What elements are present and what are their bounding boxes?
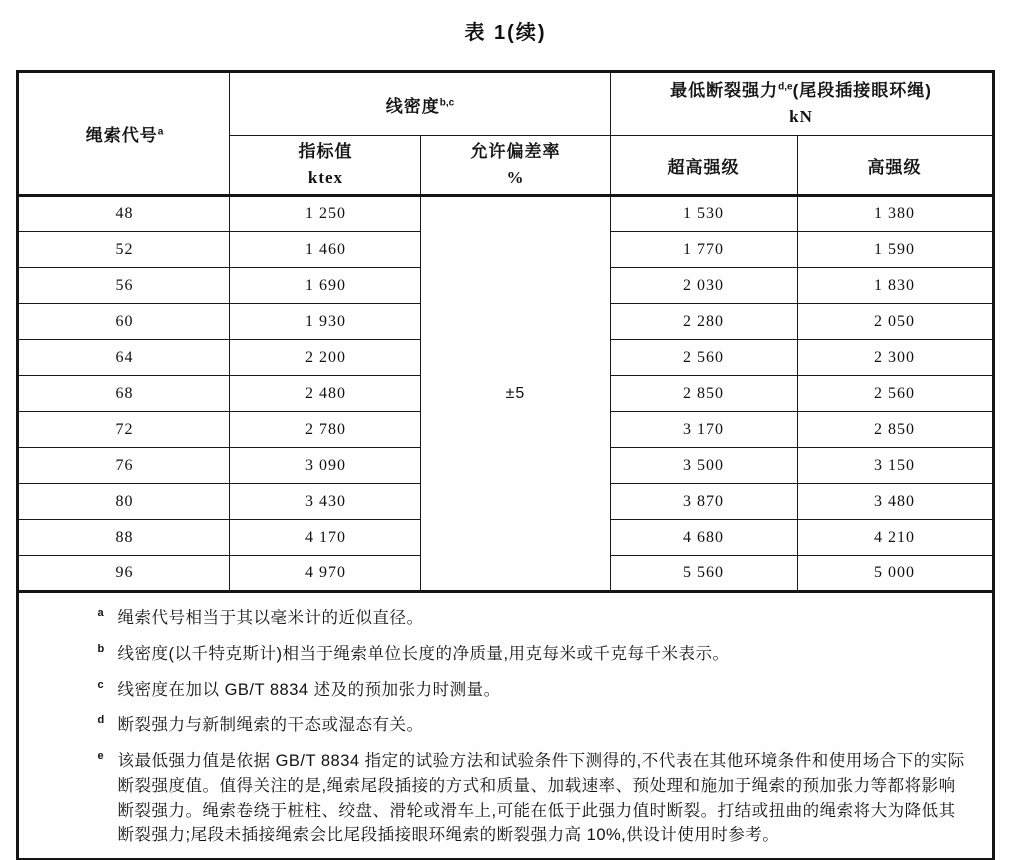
cell-ultra-high: 3 170 [610, 412, 797, 448]
cell-rope-code: 68 [18, 376, 230, 412]
cell-rope-code: 48 [18, 196, 230, 232]
footnotes-cell [18, 592, 993, 860]
footnotes-row [18, 592, 993, 860]
header-breaking-strength-label: 最低断裂强力 [670, 80, 779, 100]
header-breaking-strength-unit: kN [789, 107, 813, 126]
cell-ultra-high: 5 560 [610, 556, 797, 592]
cell-high: 1 830 [797, 268, 993, 304]
rope-spec-table [16, 70, 994, 860]
header-breaking-strength-suffix: (尾段插接眼环绳) [792, 80, 932, 100]
cell-rope-code: 88 [18, 520, 230, 556]
cell-high: 3 480 [797, 484, 993, 520]
header-rope-code [18, 72, 230, 196]
cell-rope-code: 72 [18, 412, 230, 448]
header-high-grade: 高强级 [797, 136, 993, 196]
cell-ktex: 2 480 [230, 376, 421, 412]
cell-rope-code: 60 [18, 304, 230, 340]
header-breaking-strength [610, 72, 993, 136]
cell-ktex: 2 780 [230, 412, 421, 448]
cell-ktex: 1 690 [230, 268, 421, 304]
footnote-text: 断裂强力与新制绳索的干态或湿态有关。 [117, 716, 424, 735]
footnote-text: 线密度在加以 GB/T 8834 述及的预加张力时测量。 [117, 680, 501, 699]
cell-high: 2 300 [797, 340, 993, 376]
cell-rope-code: 52 [18, 232, 230, 268]
cell-ultra-high: 2 030 [610, 268, 797, 304]
cell-high: 2 050 [797, 304, 993, 340]
cell-ktex: 1 460 [230, 232, 421, 268]
footnote [95, 749, 965, 848]
cell-rope-code: 64 [18, 340, 230, 376]
cell-ktex: 1 930 [230, 304, 421, 340]
cell-deviation: ±5 [421, 196, 610, 592]
cell-high: 2 850 [797, 412, 993, 448]
header-deviation [421, 136, 610, 196]
header-index-value-label: 指标值 [298, 141, 353, 161]
cell-ultra-high: 3 870 [610, 484, 797, 520]
table-body [18, 196, 993, 592]
header-rope-code-sup: a [157, 126, 164, 138]
footnote [95, 678, 965, 703]
cell-rope-code: 96 [18, 556, 230, 592]
footnote [95, 713, 965, 738]
cell-ultra-high: 2 850 [610, 376, 797, 412]
table-row [18, 196, 993, 232]
footnote-marker: c [97, 678, 105, 691]
cell-ultra-high: 1 530 [610, 196, 797, 232]
table-header [18, 72, 993, 196]
cell-ktex: 4 970 [230, 556, 421, 592]
header-linear-density-label: 线密度 [385, 96, 440, 116]
header-ultra-high-grade: 超高强级 [610, 136, 797, 196]
footnote [95, 606, 965, 631]
header-breaking-strength-line1 [611, 78, 992, 104]
header-breaking-strength-sup: d,e [778, 81, 793, 92]
cell-rope-code: 80 [18, 484, 230, 520]
cell-high: 2 560 [797, 376, 993, 412]
cell-rope-code: 76 [18, 448, 230, 484]
footnote-marker: b [97, 642, 105, 655]
header-index-value [230, 136, 421, 196]
cell-high: 5 000 [797, 556, 993, 592]
cell-ultra-high: 2 560 [610, 340, 797, 376]
cell-high: 1 590 [797, 232, 993, 268]
cell-ultra-high: 3 500 [610, 448, 797, 484]
cell-ultra-high: 2 280 [610, 304, 797, 340]
header-linear-density [230, 72, 610, 136]
header-index-value-unit: ktex [307, 168, 344, 187]
cell-ktex: 4 170 [230, 520, 421, 556]
table-title: 表 1(续) [464, 22, 547, 44]
footnote [95, 642, 965, 667]
footnote-text: 线密度(以千特克斯计)相当于绳索单位长度的净质量,用克每米或千克每千米表示。 [117, 644, 730, 663]
header-deviation-label: 允许偏差率 [470, 141, 561, 161]
cell-ultra-high: 4 680 [610, 520, 797, 556]
header-rope-code-label: 绳索代号 [85, 126, 158, 145]
table-footnotes-section [18, 592, 993, 860]
cell-high: 1 380 [797, 196, 993, 232]
cell-ktex: 3 090 [230, 448, 421, 484]
cell-ktex: 2 200 [230, 340, 421, 376]
header-group-row [18, 72, 993, 136]
cell-ultra-high: 1 770 [610, 232, 797, 268]
header-deviation-unit: % [506, 168, 525, 187]
cell-ktex: 3 430 [230, 484, 421, 520]
cell-high: 3 150 [797, 448, 993, 484]
footnote-marker: a [97, 607, 105, 619]
cell-ktex: 1 250 [230, 196, 421, 232]
header-linear-density-sup: b,c [439, 96, 455, 108]
footnote-marker: e [97, 750, 105, 762]
footnote-text: 绳索代号相当于其以毫米计的近似直径。 [117, 609, 424, 627]
cell-rope-code: 56 [18, 268, 230, 304]
cell-high: 4 210 [797, 520, 993, 556]
footnote-text: 该最低强力值是依据 GB/T 8834 指定的试验方法和试验条件下测得的,不代表在其他环境条件和使用场合下的实际断裂强度值。值得关注的是,绳索尾段插接的方式和质量、加载速率、预处理和施加于绳索的预加张力等都将影响断裂强力。绳索卷绕于桩柱、绞盘、滑轮或滑车上,可能在低于此强力值时断裂。打结或扭曲的绳索将大为降低其断裂强力;尾段未插接绳索会比尾段插接眼环绳索的断裂强力高 10%,供设计使用时参考。 [117, 752, 965, 845]
footnote-marker: d [97, 714, 105, 727]
